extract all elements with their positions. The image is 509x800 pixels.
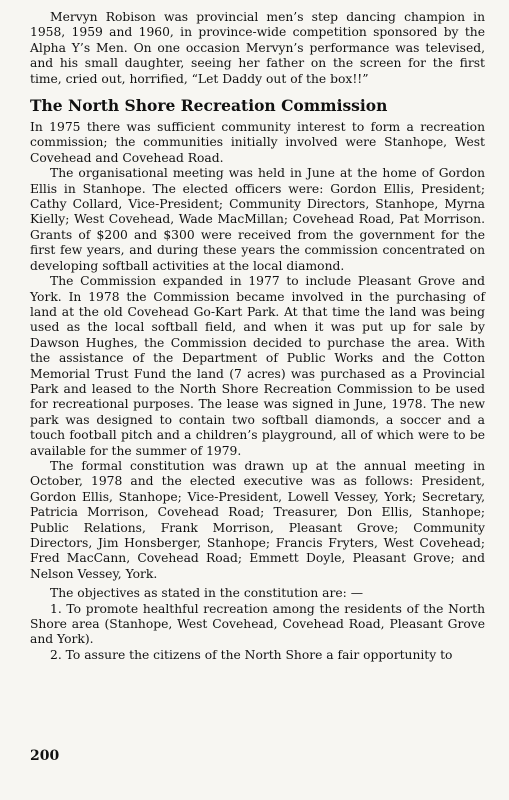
commission-expansion-paragraph: The Commission expanded in 1977 to include Pleasant Grove and York. In 1978 the Commission became involved in the purchasing of land at the old Covehead Go-Kart Park. At that time the land was being used as the local softball field, and when it was put up for sale by Dawson Hughes, the Commission decided to purchase the area. With the assistance of the Department of Public Works and the Cotton Memorial Trust Fund the land (7 acres) was purchased as a Provincial Park and leased to the North Shore Recreation Commission to be used for recreational purposes. The lease was signed in June, 1978. The new park was designed to contain two softball diamonds, a soccer and a touch football pitch and a children’s playground, all of which were to be available for the summer of 1979.	[30, 274, 485, 458]
objective-1-paragraph: 1. To promote healthful recreation among the residents of the North Shore area (Stanhope, West Covehead, Covehead Road, Pleasant Grove and York).	[30, 601, 485, 647]
step-dancing-paragraph: Mervyn Robison was provincial men’s step dancing champion in 1958, 1959 and 1960, in province-wide competition sponsored by the Alpha Y’s Men. On one occasion Mervyn’s performance was televised, and his small daughter, seeing her father on the screen for the first time, cried out, horrified, “Let Daddy out of the box!!”	[30, 10, 485, 86]
section-heading: The North Shore Recreation Commission	[30, 96, 388, 116]
objective-2-paragraph: 2. To assure the citizens of the North Shore a fair opportunity to	[50, 647, 453, 662]
organisational-meeting-paragraph: The organisational meeting was held in June at the home of Gordon Ellis in Stanhope. The elected officers were: Gordon Ellis, President; Cathy Collard, Vice-President; Community Directors, Stanhope, Myrna Kielly; West Covehead, Wade MacMillan; Covehead Road, Pat Morrison. Grants of $200 and $300 were received from the government for the first few years, and during these years the commission concentrated on developing softball activities at the local diamond.	[30, 166, 485, 273]
objectives-intro-paragraph: The objectives as stated in the constitution are: —	[50, 586, 364, 601]
page-body	[30, 10, 485, 663]
constitution-paragraph: The formal constitution was drawn up at the annual meeting in October, 1978 and the elected executive was as follows: President, Gordon Ellis, Stanhope; Vice-President, Lowell Vessey, York; Secretary, Patricia Morrison, Covehead Road; Treasurer, Don Ellis, Stanhope; Public Relations, Frank Morrison, Pleasant Grove; Community Directors, Jim Honsberger, Stanhope; Francis Fryters, West Covehead; Fred MacCann, Covehead Road; Emmett Doyle, Pleasant Grove; and Nelson Vessey, York.	[30, 458, 485, 581]
commission-intro-paragraph: In 1975 there was sufficient community interest to form a recreation commission; the communities initially involved were Stanhope, West Covehead and Covehead Road.	[30, 120, 485, 165]
page-number: 200	[30, 748, 60, 764]
